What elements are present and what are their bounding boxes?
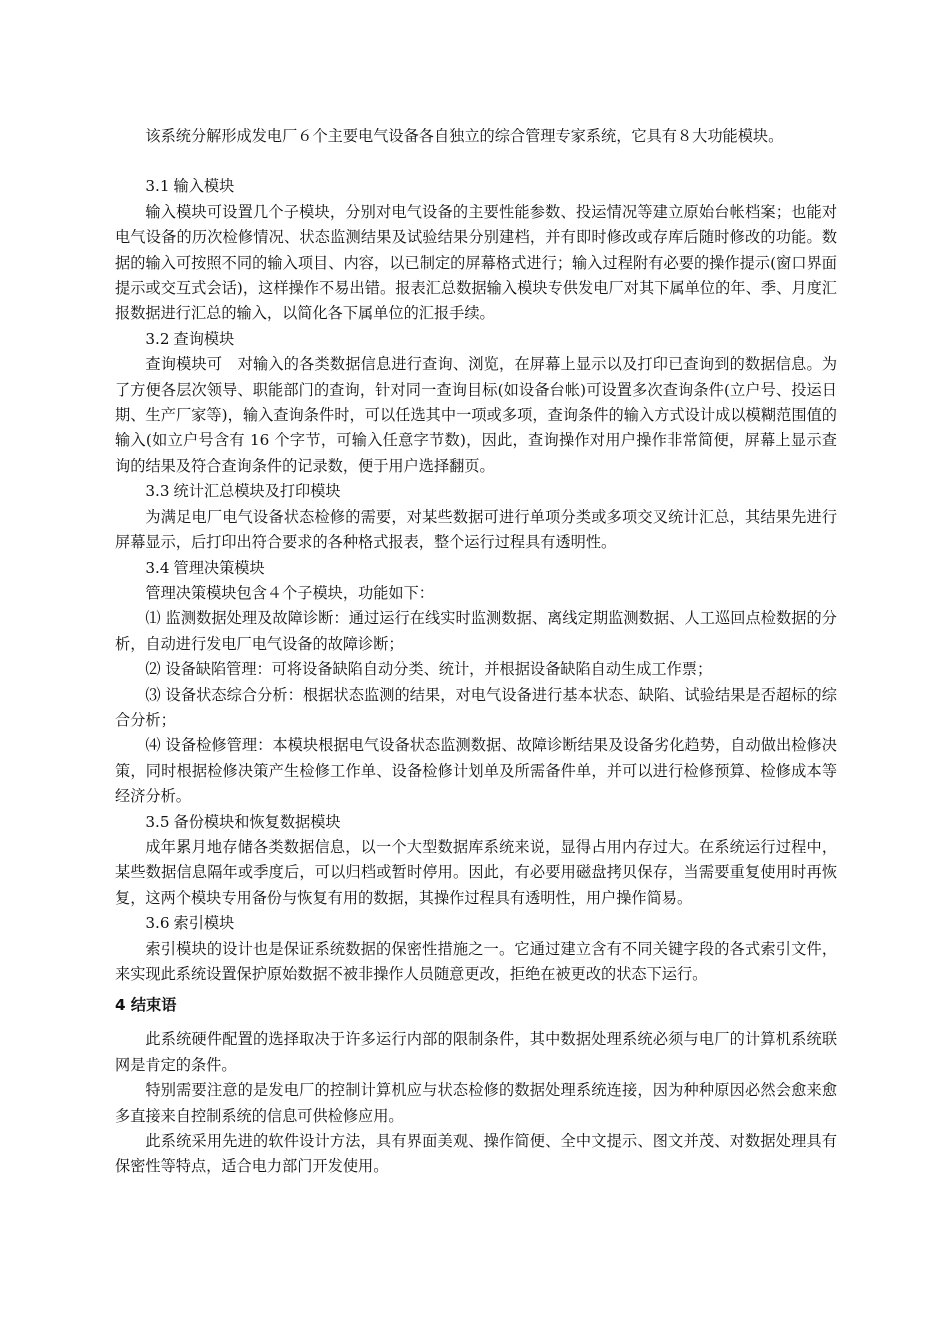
- section-3-4-heading: [115, 556, 837, 581]
- section-3-1-paragraph: 输入模块可设置几个子模块，分别对电气设备的主要性能参数、投运情况等建立原始台帐档案；也能对电气设备的历次检修情况、状态监测结果及试验结果分别建档，并有即时修改或存库后随时修改的功能。数据的输入可按照不同的输入项目、内容，以已制定的屏幕格式进行；输入过程附有必要的操作提示(窗口界面提示或交互式会话)，这样操作不易出错。报表汇总数据输入模块专供发电厂对其下属单位的年、季、月度汇报数据进行汇总的输入，以简化各下属单位的汇报手续。: [115, 202, 837, 323]
- section-number: 3.1: [145, 177, 170, 196]
- section-3-6-paragraph: 索引模块的设计也是保证系统数据的保密性措施之一。它通过建立含有不同关键字段的各式索引文件，来实现此系统设置保护原始数据不被非操作人员随意更改，拒绝在被更改的状态下运行。: [115, 939, 837, 983]
- section-title: 统计汇总模块及打印模块: [173, 482, 341, 501]
- section-title: 索引模块: [173, 914, 235, 933]
- section-3-3-paragraph: 为满足电厂电气设备状态检修的需要，对某些数据可进行单项分类或多项交叉统计汇总，其结果先进行屏幕显示，后打印出符合要求的各种格式报表，整个运行过程具有透明性。: [115, 507, 837, 552]
- section-3-1-heading: [115, 174, 837, 199]
- section-number: 3.5: [145, 812, 170, 831]
- section-4-heading: 4 结束语: [115, 996, 177, 1015]
- section-number: 3.6: [145, 914, 170, 933]
- conclusion-paragraph: 此系统硬件配置的选择取决于许多运行内部的限制条件，其中数据处理系统必须与电厂的计算机系统联网是肯定的条件。: [115, 1030, 837, 1074]
- intro-paragraph: 该系统分解形成发电厂６个主要电气设备各自独立的综合管理专家系统，它具有８大功能模块。: [145, 127, 784, 145]
- section-number: 3.3: [145, 482, 170, 501]
- list-item: ⑷ 设备检修管理：本模块根据电气设备状态监测数据、故障诊断结果及设备劣化趋势，自动做出检修决策，同时根据检修决策产生检修工作单、设备检修计划单及所需备件单，并可以进行检修预算、检修成本等经济分析。: [115, 736, 837, 806]
- section-3-3-heading: [115, 479, 837, 504]
- section-title: 管理决策模块: [173, 558, 265, 577]
- conclusion-paragraph: 特别需要注意的是发电厂的控制计算机应与状态检修的数据处理系统连接，因为种种原因必然会愈来愈多直接来自控制系统的信息可供检修应用。: [115, 1081, 837, 1125]
- document-page: [115, 124, 837, 1180]
- section-title: 备份模块和恢复数据模块: [173, 812, 341, 831]
- section-3-2-paragraph: 查询模块可 对输入的各类数据信息进行查询、浏览，在屏幕上显示以及打印已查询到的数据信息。为了方便各层次领导、职能部门的查询，针对同一查询目标(如设备台帐)可设置多次查询条件(立户号、投运日期、生产厂家等)，输入查询条件时，可以任选其中一项或多项，查询条件的输入方式设计成以模糊范围值的输入(如立户号含有 16 个字节，可输入任意字节数)，因此，查询操作对用户操作非常简便，屏幕上显示查询的结果及符合查询条件的记录数，便于用户选择翻页。: [115, 355, 837, 475]
- list-item: ⑵ 设备缺陷管理：可将设备缺陷自动分类、统计，并根据设备缺陷自动生成工作票；: [145, 660, 713, 679]
- list-item: ⑴ 监测数据处理及故障诊断：通过运行在线实时监测数据、离线定期监测数据、人工巡回点检数据的分析，自动进行发电厂电气设备的故障诊断；: [115, 609, 837, 653]
- section-title: 输入模块: [173, 177, 235, 196]
- section-number: 3.2: [145, 329, 170, 348]
- conclusion-paragraph: 此系统采用先进的软件设计方法，具有界面美观、操作简便、全中文提示、图文并茂、对数据处理具有保密性等特点，适合电力部门开发使用。: [115, 1132, 837, 1176]
- section-3-4-paragraph: 管理决策模块包含４个子模块，功能如下：: [145, 583, 434, 602]
- section-3-2-heading: [115, 327, 837, 352]
- section-number: 3.4: [145, 558, 170, 577]
- section-3-6-heading: [115, 911, 837, 936]
- section-title: 查询模块: [173, 329, 235, 348]
- section-3-5-paragraph: 成年累月地存储各类数据信息，以一个大型数据库系统来说，显得占用内存过大。在系统运行过程中，某些数据信息隔年或季度后，可以归档或暂时停用。因此，有必要用磁盘拷贝保存，当需要重复使用时再恢复，这两个模块专用备份与恢复有用的数据，其操作过程具有透明性，用户操作简易。: [115, 837, 837, 907]
- section-3-5-heading: [115, 810, 837, 835]
- list-item: ⑶ 设备状态综合分析：根据状态监测的结果，对电气设备进行基本状态、缺陷、试验结果是否超标的综合分析；: [115, 685, 837, 729]
